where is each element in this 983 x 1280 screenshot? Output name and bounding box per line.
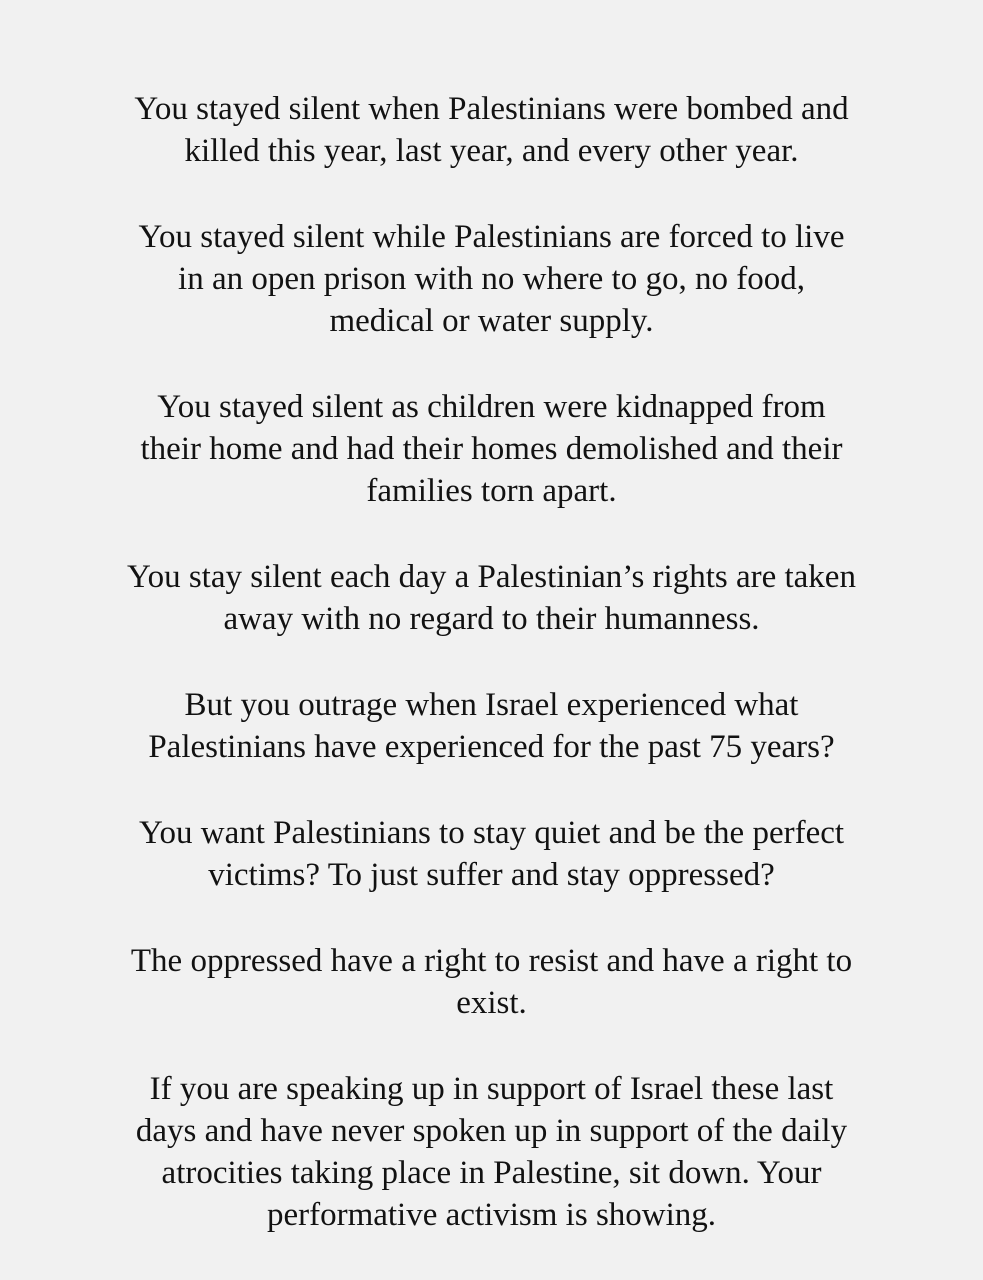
paragraph-5 — [60, 684, 923, 768]
text-line: their home and had their homes demolished and their — [140, 431, 843, 467]
text-line: You want Palestinians to stay quiet and be the perfect — [138, 815, 845, 851]
paragraph-2 — [60, 216, 923, 342]
story-text — [0, 88, 983, 1280]
text-line: If you are speaking up in support of Israel these last — [149, 1071, 834, 1107]
text-line: You stayed silent while Palestinians are forced to live — [138, 219, 845, 255]
text-line: You stayed silent as children were kidnapped from — [157, 389, 826, 425]
text-line: You stayed silent when Palestinians were bombed and — [134, 91, 849, 127]
text-line: exist. — [456, 985, 527, 1021]
text-line: away with no regard to their humanness. — [223, 601, 760, 637]
text-line: medical or water supply. — [329, 303, 654, 339]
text-line: in an open prison with no where to go, no food, — [178, 261, 805, 297]
paragraph-1 — [60, 88, 923, 172]
text-line: killed this year, last year, and every other year. — [184, 133, 799, 169]
text-line: days and have never spoken up in support of the daily — [135, 1113, 848, 1149]
text-line: families torn apart. — [366, 473, 617, 509]
text-line: The oppressed have a right to resist and have a right to — [130, 943, 853, 979]
paragraph-7 — [60, 940, 923, 1024]
paragraph-8 — [60, 1068, 923, 1236]
text-line: performative activism is showing. — [266, 1197, 717, 1233]
text-line: atrocities taking place in Palestine, sit down. Your — [161, 1155, 822, 1191]
paragraph-3 — [60, 386, 923, 512]
paragraph-6 — [60, 812, 923, 896]
text-line: But you outrage when Israel experienced what — [184, 687, 799, 723]
text-line: You stay silent each day a Palestinian’s rights are taken — [127, 559, 856, 595]
paragraph-4 — [60, 556, 923, 640]
text-line: victims? To just suffer and stay oppressed? — [208, 857, 775, 893]
text-line: Palestinians have experienced for the past 75 years? — [148, 729, 835, 765]
